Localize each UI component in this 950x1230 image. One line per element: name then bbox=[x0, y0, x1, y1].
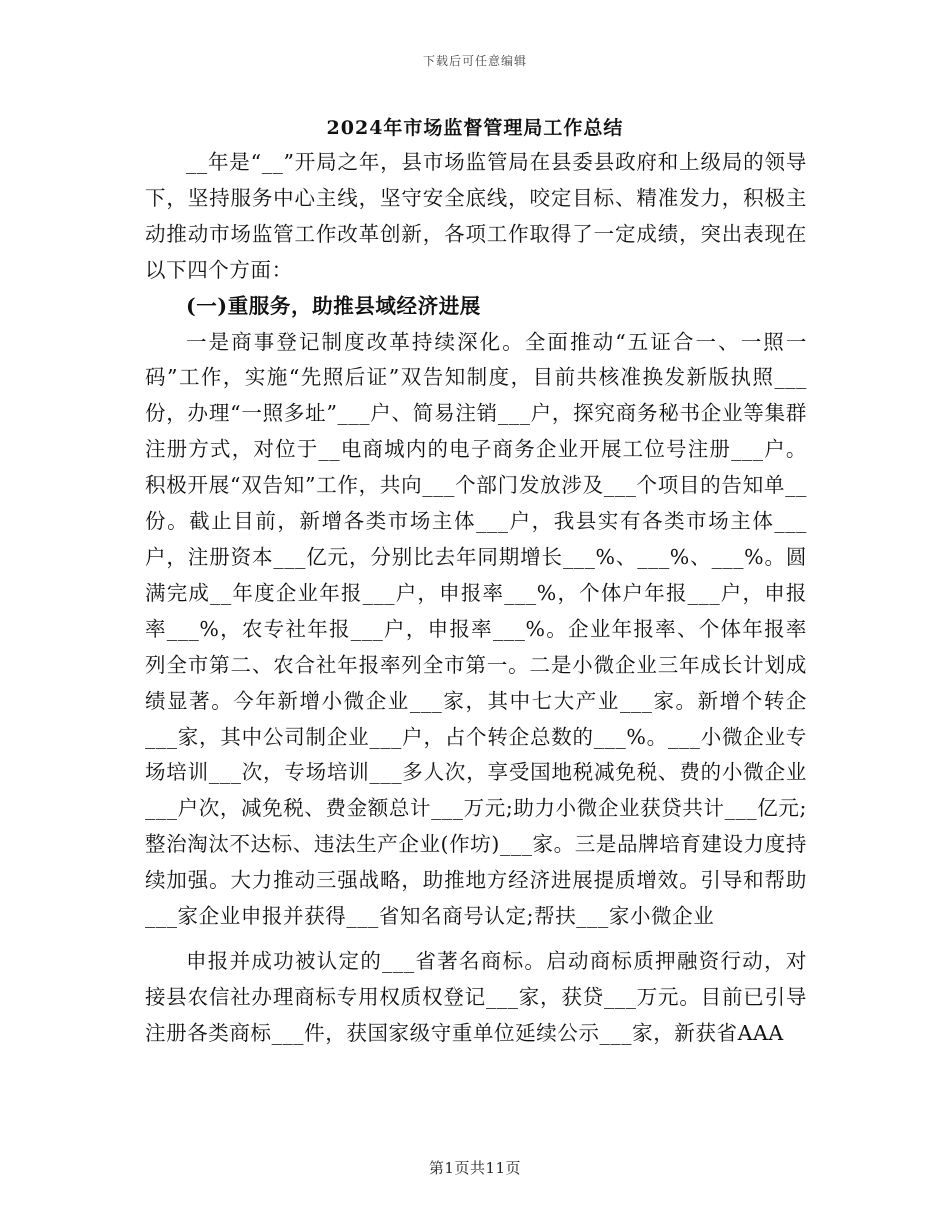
page-header: 下载后可任意编辑 bbox=[422, 54, 527, 68]
section-heading: (一)重服务，助推县域经济进展 bbox=[186, 293, 481, 318]
document-body bbox=[145, 145, 807, 1052]
body-paragraph-continued: 申报并成功被认定的___省著名商标。启动商标质押融资行动，对接县农信社办理商标专用权质权登记___家，获贷___万元。目前已引导注册各类商标___件，获国家级守重单位延续公示___家，新获省AAA bbox=[145, 948, 807, 1045]
intro-paragraph: __年是“__”开局之年，县市场监管局在县委县政府和上级局的领导下，坚持服务中心主线，坚守安全底线，咬定目标、精准发力，积极主动推动市场监管工作改革创新，各项工作取得了一定成绩，突出表现在以下四个方面： bbox=[145, 150, 807, 282]
body-paragraph: 一是商事登记制度改革持续深化。全面推动“五证合一、一照一码”工作，实施“先照后证”双告知制度，目前共核准换发新版执照___份，办理“一照多址”___户、简易注销___户，探究商务秘书企业等集群注册方式，对位于__电商城内的电子商务企业开展工位号注册___户。积极开展“双告知”工作，共向___个部门发放涉及___个项目的告知单__份。截止目前，新增各类市场主体___户，我县实有各类市场主体___户，注册资本___亿元，分别比去年同期增长___%、___%、___%。圆满完成__年度企业年报___户，申报率___%，个体户年报___户，申报率___%，农专社年报___户，申报率___%。企业年报率、个体年报率列全市第二、农合社年报率列全市第一。二是小微企业三年成长计划成绩显著。今年新增小微企业___家，其中七大产业___家。新增个转企___家，其中公司制企业___户，占个转企总数的___%。___小微企业专场培训___次，专场培训___多人次，享受国地税减免税、费的小微企业___户次，减免税、费金额总计___万元;助力小微企业获贷共计___亿元;整治淘汰不达标、违法生产企业(作坊)___家。三是品牌培育建设力度持续加强。大力推动三强战略，助推地方经济进展提质增效。引导和帮助___家企业申报并获得___省知名商号认定;帮扶___家小微企业 bbox=[145, 329, 807, 929]
document-title: 2024年市场监督管理局工作总结 bbox=[326, 117, 624, 139]
page-footer: 第1页共11页 bbox=[428, 1159, 522, 1177]
